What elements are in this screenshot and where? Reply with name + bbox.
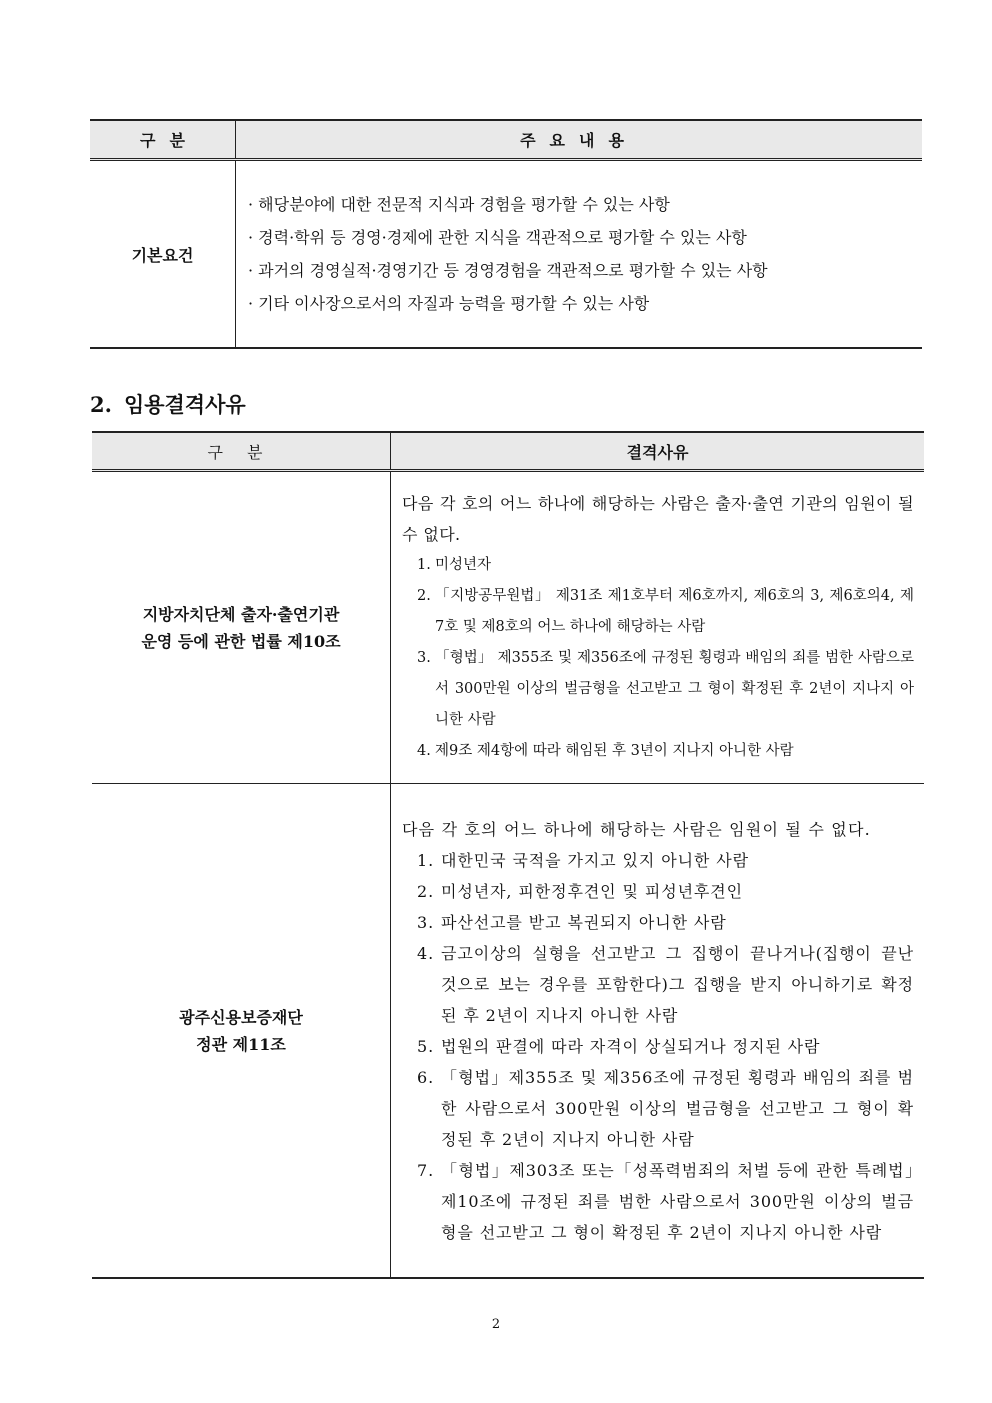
row-label [92, 471, 391, 784]
section-heading [90, 389, 246, 419]
item-text: 「지방공무원법」 제31조 제1호부터 제6호까지, 제6호의 3, 제6호의4, 제7호 및 제8호의 어느 하나에 해당하는 사람 [435, 588, 914, 635]
header-disqualification: 결격사유 [391, 432, 925, 471]
list-item [417, 736, 914, 767]
item-number: 4. [417, 743, 431, 759]
item-number: 6. [417, 1067, 435, 1087]
item-text: 「형법」제355조 및 제356조에 규정된 횡령과 배임의 죄를 범한 사람으로서 300만원 이상의 벌금형을 선고받고 그 형이 확정된 후 2년이 지나지 아니한 사람 [441, 1067, 914, 1149]
item-number: 7. [417, 1160, 435, 1180]
label-line: 운영 등에 관한 법률 제10조 [141, 631, 341, 651]
list-item: · 기타 이사장으로서의 자질과 능력을 평가할 수 있는 사항 [248, 294, 650, 313]
item-number: 1. [417, 850, 435, 870]
header-main-content: 주요내용 [236, 120, 923, 160]
disqualification-table [92, 431, 924, 1279]
item-number: 4. [417, 943, 435, 963]
table-header-row [92, 432, 924, 471]
item-text: 법원의 판결에 따라 자격이 상실되거나 정지된 사람 [441, 1036, 821, 1056]
item-text: 미성년자, 피한정후견인 및 피성년후견인 [441, 881, 743, 901]
row-content [236, 160, 923, 349]
row-content [391, 784, 925, 1279]
header-category: 구분 [92, 432, 391, 471]
list-item [417, 845, 914, 876]
item-number: 5. [417, 1036, 435, 1056]
list-item [417, 643, 914, 736]
table-header-row [90, 120, 922, 160]
list-item [417, 876, 914, 907]
item-number: 3. [417, 912, 435, 932]
intro-text: 다음 각 호의 어느 하나에 해당하는 사람은 출자·출연 기관의 임원이 될 수 없다. [402, 494, 914, 544]
item-text: 「형법」제303조 또는「성폭력범죄의 처벌 등에 관한 특례법」제10조에 규정된 죄를 범한 사람으로서 300만원 이상의 벌금형을 선고받고 그 형이 확정된 후 2년이 지나지 아니한 사람 [441, 1160, 914, 1242]
list-item: · 과거의 경영실적·경영기간 등 경영경험을 객관적으로 평가할 수 있는 사항 [248, 261, 768, 280]
list-item [417, 1031, 914, 1062]
item-number: 1. [417, 557, 431, 573]
item-list [402, 550, 914, 767]
table-row [90, 160, 922, 349]
item-number: 3. [417, 650, 431, 666]
item-number: 2. [417, 881, 435, 901]
header-category: 구분 [90, 120, 236, 160]
item-text: 금고이상의 실형을 선고받고 그 집행이 끝나거나(집행이 끝난 것으로 보는 경우를 포함한다)그 집행을 받지 아니하기로 확정된 후 2년이 지나지 아니한 사람 [441, 943, 914, 1025]
item-text: 파산선고를 받고 복권되지 아니한 사람 [441, 912, 727, 932]
item-text: 미성년자 [435, 557, 492, 573]
item-number: 2. [417, 588, 431, 604]
label-line: 정관 제11조 [196, 1034, 286, 1054]
item-text: 「형법」 제355조 및 제356조에 규정된 횡령과 배임의 죄를 범한 사람으로서 300만원 이상의 벌금형을 선고받고 그 형이 확정된 후 2년이 지나지 아니한 사람 [435, 650, 914, 728]
row-content [391, 471, 925, 784]
table-row [92, 471, 924, 784]
list-item [417, 550, 914, 581]
list-item: · 경력·학위 등 경영·경제에 관한 지식을 객관적으로 평가할 수 있는 사항 [248, 228, 747, 247]
intro-text: 다음 각 호의 어느 하나에 해당하는 사람은 임원이 될 수 없다. [402, 819, 871, 839]
section-number: 2. [90, 392, 112, 417]
list-item [417, 1062, 914, 1155]
list-item [417, 581, 914, 643]
item-text: 대한민국 국적을 가지고 있지 아니한 사람 [441, 850, 749, 870]
list-item [417, 938, 914, 1031]
list-item [417, 907, 914, 938]
section-title: 임용결격사유 [123, 392, 246, 417]
list-item: · 해당분야에 대한 전문적 지식과 경험을 평가할 수 있는 사항 [248, 195, 670, 214]
requirements-list [248, 188, 922, 320]
row-label [92, 784, 391, 1279]
label-line: 광주신용보증재단 [179, 1007, 303, 1027]
row-label-basic-requirements: 기본요건 [90, 160, 236, 349]
list-item [417, 1155, 914, 1248]
item-list [402, 845, 914, 1248]
item-text: 제9조 제4항에 따라 해임된 후 3년이 지나지 아니한 사람 [435, 743, 794, 759]
page-number: 2 [491, 1317, 501, 1332]
table-row [92, 784, 924, 1279]
basic-requirements-table [90, 119, 922, 349]
label-line: 지방자치단체 출자·출연기관 [142, 604, 340, 624]
